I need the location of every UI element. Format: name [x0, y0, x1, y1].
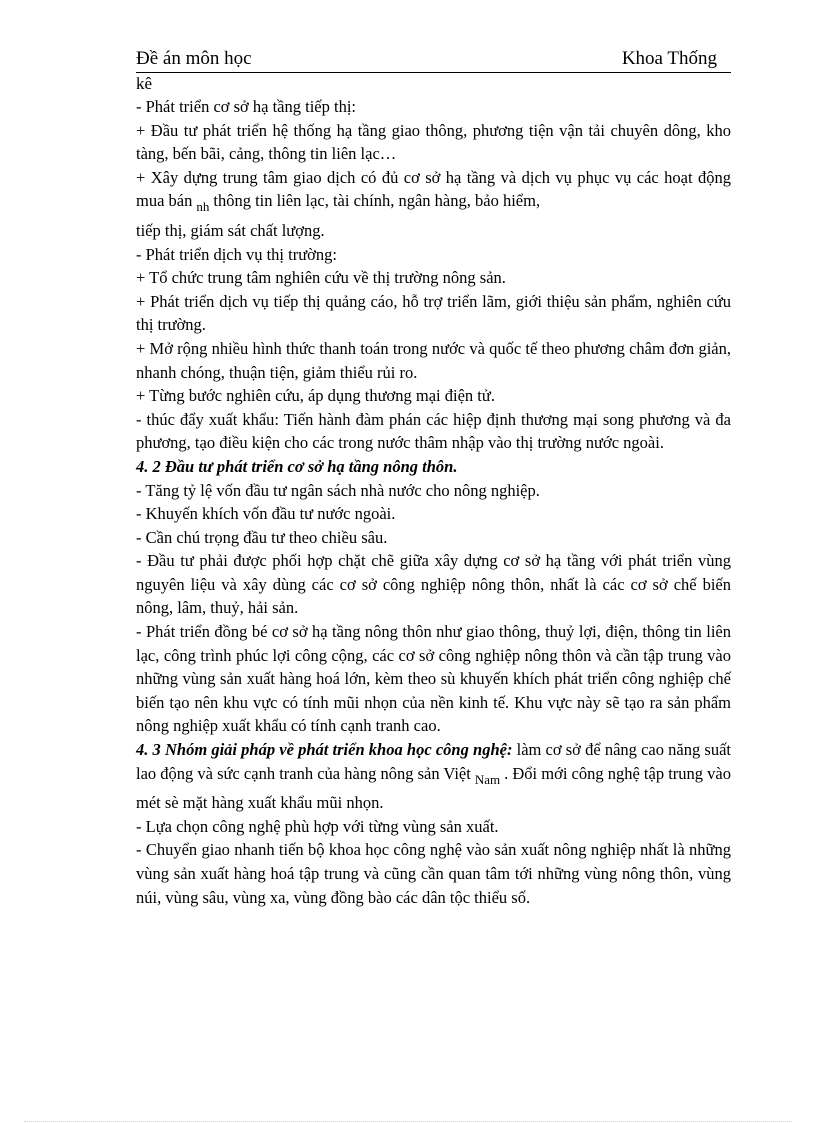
paragraph: + Từng bước nghiên cứu, áp dụng thương mại điện tử. — [136, 386, 495, 406]
page-header — [136, 46, 731, 73]
text-run: thông tin liên lạc, tài chính, ngân hàng, bảo hiểm, — [213, 191, 541, 211]
paragraph: - thúc đẩy xuất khẩu: Tiến hành đàm phán các hiệp định thương mại song phương và đa phương, tạo điều kiện cho các trong nước thâm nhập vào thị trường nước ngoài. — [136, 409, 731, 453]
text-run: làm cơ sở để nâng cao năng suất lao động và sức cạnh tranh của hàng nông sản Việt — [136, 740, 731, 783]
paragraph: + Đầu tư phát triển hệ thống hạ tầng giao thông, phương tiện vận tải chuyên dông, kho tàng, bến bãi, cảng, thông tin liên lạc… — [136, 120, 731, 164]
paragraph: - Tăng tỷ lệ vốn đầu tư ngân sách nhà nước cho nông nghiệp. — [136, 480, 540, 500]
paragraph: - Phát triển dịch vụ thị trường: — [136, 244, 337, 264]
paragraph: - Lựa chọn công nghệ phù hợp với từng vùng sản xuất. — [136, 816, 499, 836]
section-heading: 4. 2 Đầu tư phát triển cơ sở hạ tầng nông thôn. — [136, 456, 458, 476]
paragraph: + Tổ chức trung tâm nghiên cứu về thị trường nông sản. — [136, 268, 506, 288]
text-run: + Xây dựng trung tâm giao dịch có đủ cơ sở hạ tầng và dịch vụ phục vụ các hoạt động mua bán — [136, 167, 731, 211]
paragraph: tiếp thị, giám sát chất lượng. — [136, 220, 325, 240]
paragraph: - Chuyển giao nhanh tiến bộ khoa học công nghệ vào sản xuất nông nghiệp nhất là những vùng sản xuất hàng hoá tập trung và cũng cần quan tâm tới những vùng nông thôn, vùng núi, vùng sâu, vùng xa, vùng đồng bào các dân tộc thiểu số. — [136, 840, 731, 907]
paragraph: - Cần chú trọng đầu tư theo chiều sâu. — [136, 527, 388, 547]
paragraph: + Mở rộng nhiều hình thức thanh toán trong nước và quốc tế theo phương châm đơn giản, nhanh chóng, thuận tiện, giảm thiểu rủi ro. — [136, 338, 731, 382]
paragraph-tech-section — [136, 738, 731, 815]
paragraph: - Khuyến khích vốn đầu tư nước ngoài. — [136, 504, 396, 524]
page-bottom-divider — [24, 1121, 792, 1122]
header-continuation: kê — [136, 74, 153, 93]
subscript-text: nh — [196, 199, 210, 215]
subscript-text: Nam — [474, 771, 501, 787]
header-faculty: Khoa Thống — [621, 48, 717, 69]
header-course-title: Đề án môn học — [136, 48, 252, 69]
paragraph: - Phát triển đồng bé cơ sở hạ tầng nông thôn như giao thông, thuỷ lợi, điện, thông tin liên lạc, công trình phúc lợi công cộng, các cơ sở công nghiệp nông thôn và cần tập trung vào những vùng sản xuất hàng hoá lớn, kèm theo sù khuyến khích phát triển công nghiệp chế biến tạo nên khu vực có tính mũi nhọn của nền kinh tế. Khu vực này sẽ tạo ra sản phẩm nông nghiệp xuất khẩu có tính cạnh tranh cao. — [136, 622, 731, 736]
paragraph: - Đầu tư phải được phối hợp chặt chẽ giữa xây dựng cơ sở hạ tầng với phát triển vùng nguyên liệu và xây dùng các cơ sở công nghiệp nông thôn, nhất là các cơ sở chế biến nông, lâm, thuỷ, hải sản. — [136, 551, 731, 618]
document-page — [136, 46, 731, 909]
section-heading: 4. 3 Nhóm giải pháp về phát triển khoa học công nghệ: — [136, 740, 513, 760]
text-run: . Đổi mới công nghệ tập trung vào mét sè mặt hàng xuất khẩu mũi nhọn. — [136, 763, 731, 813]
paragraph: - Phát triển cơ sở hạ tầng tiếp thị: — [136, 97, 356, 116]
paragraph: + Phát triển dịch vụ tiếp thị quảng cáo, hỗ trợ triển lãm, giới thiệu sản phẩm, nghiên cứu thị trường. — [136, 291, 731, 335]
paragraph-trade-center — [136, 166, 731, 219]
